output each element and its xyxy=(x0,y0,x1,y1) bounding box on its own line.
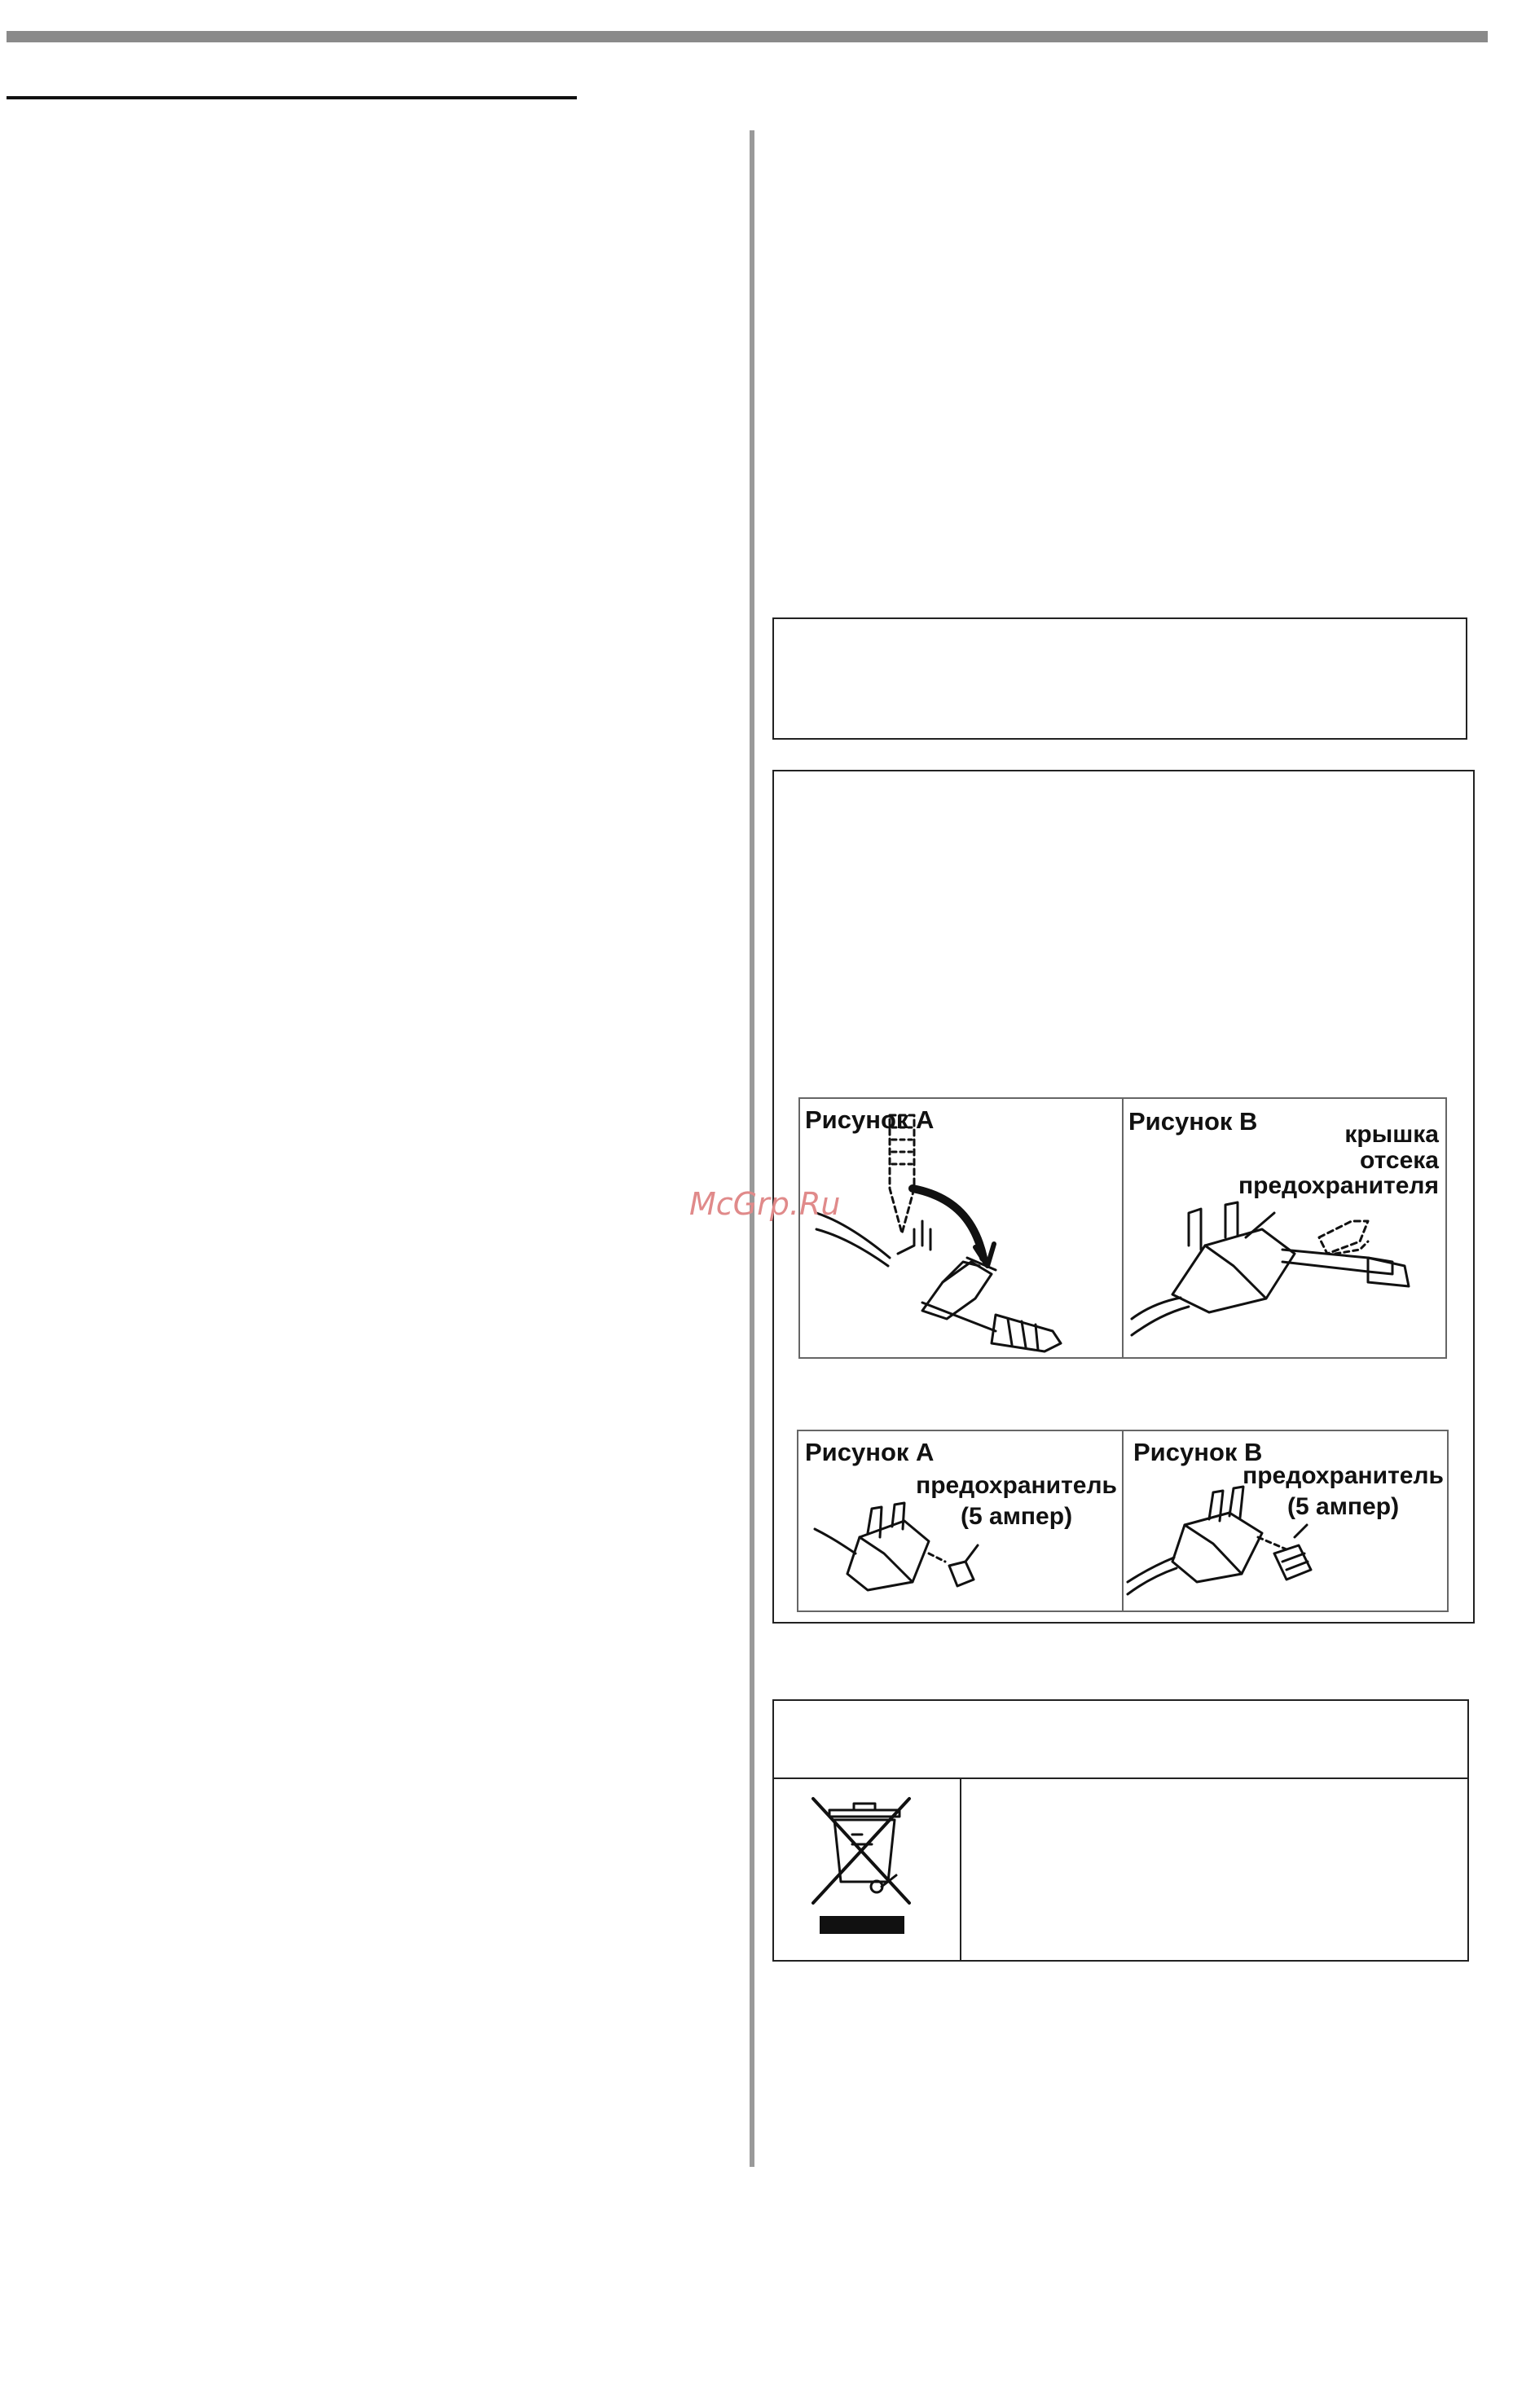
figure-a-label: Рисунок А xyxy=(805,1105,935,1134)
disposal-info-header xyxy=(774,1701,1467,1779)
plug-fuse-a-illustration xyxy=(798,1431,1122,1610)
figure-b-open-cover xyxy=(1122,1099,1445,1357)
notice-box xyxy=(772,617,1467,740)
fuse-cover-label: крышка отсека предохранителя xyxy=(1238,1121,1439,1199)
top-header-bar xyxy=(7,31,1488,42)
figure-b-label-2: Рисунок В xyxy=(1133,1438,1263,1466)
plug-screwdriver-illustration xyxy=(800,1099,1122,1357)
figure-a-open-cover xyxy=(800,1099,1122,1357)
fuse-5a-label-b: предохранитель (5 ампер) xyxy=(1243,1462,1444,1520)
figure-b-remove-fuse xyxy=(1122,1431,1447,1610)
crossed-out-bin-icon xyxy=(774,1777,960,1962)
figure-a-label-2: Рисунок А xyxy=(805,1438,935,1466)
plug-cover-illustration xyxy=(1124,1099,1445,1357)
figure-row-fuse-removal xyxy=(797,1430,1449,1612)
figure-b-label: Рисунок В xyxy=(1128,1107,1258,1136)
fuse-5a-label-a: предохранитель (5 ампер) xyxy=(916,1472,1117,1530)
watermark: McGrp.Ru xyxy=(689,1186,841,1222)
figure-row-fuse-cover xyxy=(798,1097,1447,1359)
section-heading-rule xyxy=(7,96,577,99)
disposal-info-box xyxy=(772,1699,1469,1962)
plug-fuse-b-illustration xyxy=(1124,1431,1447,1610)
disposal-icon-cell xyxy=(774,1777,961,1960)
column-divider xyxy=(750,130,754,2167)
figure-a-remove-fuse xyxy=(798,1431,1122,1610)
